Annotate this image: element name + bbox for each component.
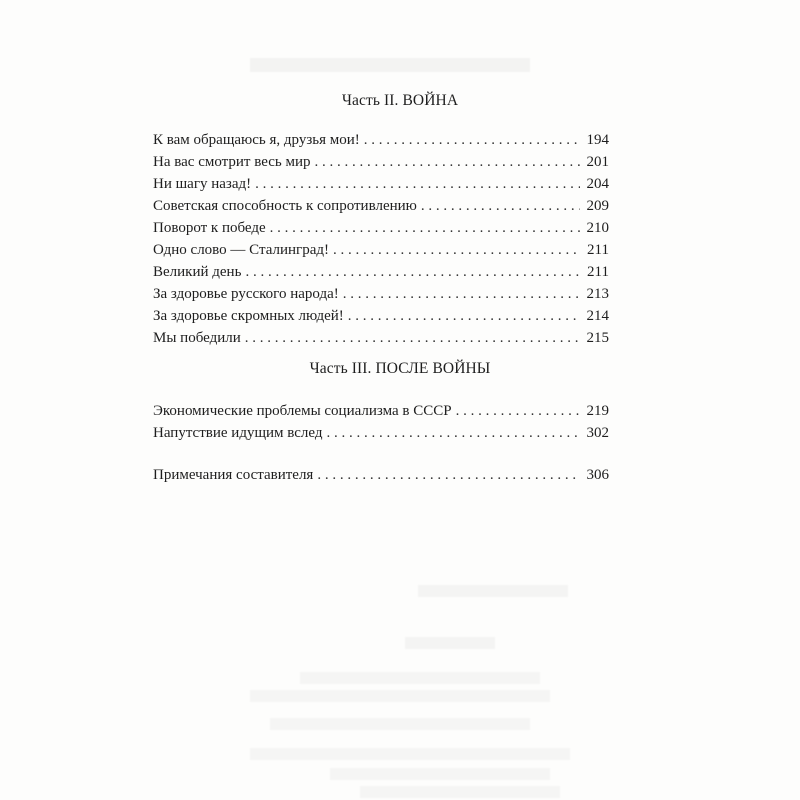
part3-toc-list bbox=[153, 400, 609, 444]
toc-entry-page: 211 bbox=[587, 242, 609, 258]
dot-leader bbox=[255, 173, 580, 195]
toc-entry[interactable] bbox=[153, 327, 609, 349]
toc-entry[interactable] bbox=[153, 173, 609, 195]
toc-entry[interactable] bbox=[153, 217, 609, 239]
bleed-through-text bbox=[418, 585, 568, 597]
toc-entry-title: Мы победили bbox=[153, 330, 241, 346]
toc-entry-title: Экономические проблемы социализма в СССР bbox=[153, 403, 452, 419]
bleed-through-text bbox=[300, 672, 540, 684]
bleed-through-text bbox=[360, 786, 560, 798]
toc-entry-title: На вас смотрит весь мир bbox=[153, 154, 311, 170]
bleed-through-text bbox=[405, 637, 495, 649]
toc-entry-page: 209 bbox=[586, 198, 609, 214]
toc-entry-title: Великий день bbox=[153, 264, 242, 280]
dot-leader bbox=[327, 422, 581, 444]
toc-entry-page: 302 bbox=[586, 425, 609, 441]
toc-entry[interactable] bbox=[153, 239, 609, 261]
dot-leader bbox=[315, 151, 580, 173]
toc-entry[interactable] bbox=[153, 151, 609, 173]
toc-entry[interactable] bbox=[153, 464, 609, 486]
toc-entry-title: К вам обращаюсь я, друзья мои! bbox=[153, 132, 360, 148]
bleed-through-text bbox=[330, 768, 550, 780]
toc-entry-title: Ни шагу назад! bbox=[153, 176, 252, 192]
toc-entry-title: Одно слово — Сталинград! bbox=[153, 242, 329, 258]
notes-toc-list bbox=[153, 464, 609, 486]
part3-heading: Часть III. ПОСЛЕ ВОЙНЫ bbox=[309, 360, 491, 377]
toc-entry-page: 215 bbox=[586, 330, 609, 346]
toc-entry-page: 210 bbox=[586, 220, 609, 236]
part2-toc-list bbox=[153, 129, 609, 349]
dot-leader bbox=[421, 195, 580, 217]
toc-entry-title: Напутствие идущим вслед bbox=[153, 425, 323, 441]
toc-entry-page: 194 bbox=[586, 132, 609, 148]
toc-entry-title: Советская способность к сопротивлению bbox=[153, 198, 417, 214]
toc-entry[interactable] bbox=[153, 283, 609, 305]
bleed-through-text bbox=[250, 58, 530, 72]
dot-leader bbox=[343, 283, 580, 305]
dot-leader bbox=[333, 239, 580, 261]
toc-entry-title: Поворот к победе bbox=[153, 220, 266, 236]
part2-heading: Часть II. ВОЙНА bbox=[341, 92, 459, 109]
toc-entry[interactable] bbox=[153, 400, 609, 422]
dot-leader bbox=[270, 217, 580, 239]
dot-leader bbox=[245, 327, 580, 349]
toc-entry[interactable] bbox=[153, 422, 609, 444]
bleed-through-text bbox=[250, 748, 570, 760]
dot-leader bbox=[364, 129, 580, 151]
toc-entry-title: За здоровье русского народа! bbox=[153, 286, 339, 302]
toc-entry[interactable] bbox=[153, 305, 609, 327]
toc-entry-page: 219 bbox=[586, 403, 609, 419]
toc-entry[interactable] bbox=[153, 129, 609, 151]
toc-entry-page: 211 bbox=[587, 264, 609, 280]
dot-leader bbox=[317, 464, 580, 486]
bleed-through-text bbox=[270, 718, 530, 730]
bleed-through-text bbox=[250, 690, 550, 702]
toc-entry[interactable] bbox=[153, 195, 609, 217]
dot-leader bbox=[456, 400, 580, 422]
toc-entry-page: 213 bbox=[586, 286, 609, 302]
toc-entry-page: 214 bbox=[586, 308, 609, 324]
toc-entry-page: 306 bbox=[586, 467, 609, 483]
dot-leader bbox=[348, 305, 580, 327]
toc-entry[interactable] bbox=[153, 261, 609, 283]
toc-entry-title: За здоровье скромных людей! bbox=[153, 308, 344, 324]
toc-entry-page: 201 bbox=[586, 154, 609, 170]
dot-leader bbox=[245, 261, 580, 283]
toc-entry-title: Примечания составителя bbox=[153, 467, 314, 483]
toc-entry-page: 204 bbox=[586, 176, 609, 192]
